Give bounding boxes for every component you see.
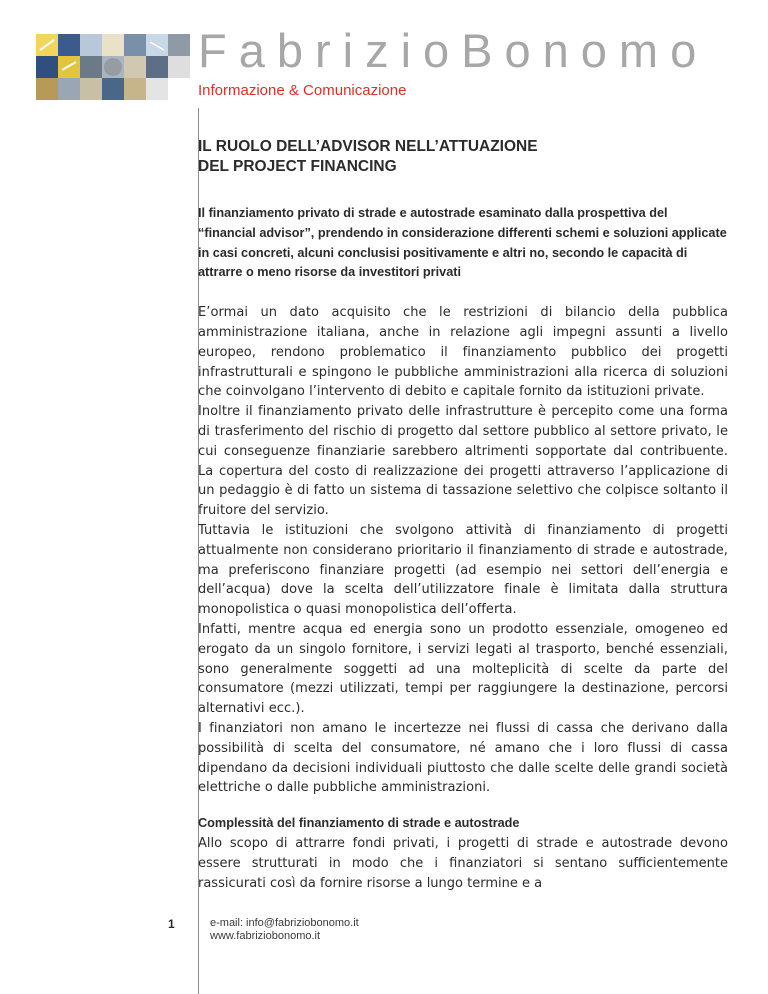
article-body [198, 303, 728, 798]
page-number: 1 [168, 917, 175, 931]
brand-tagline: Informazione & Comunicazione [198, 82, 407, 99]
section-heading: Complessità del finanziamento di strade e autostrade [198, 816, 520, 831]
article-lead: Il finanziamento privato di strade e autostrade esaminato dalla prospettiva del “financial advisor”, prendendo in considerazione differenti schemi e soluzioni applicate in casi concreti, alcuni conclusisi positivamente e altri no, secondo le capacità di attrarre o meno risorse da investitori privati [198, 206, 727, 280]
section-paragraph: Allo scopo di attrarre fondi privati, i progetti di strade e autostrade devono essere strutturati in modo che i finanziatori si sentano sufficientemente rassicurati così da fornire risorse a lungo termine e a [198, 835, 728, 891]
article-title-line: IL RUOLO DELL’ADVISOR NELL’ATTUAZIONE [198, 138, 538, 155]
body-paragraph: I finanziatori non amano le incertezze nei flussi di cassa che derivano dalla possibilità di scelta del consumatore, né amano che i loro flussi di cassa dipendano da decisioni individuali piuttosto che dalle scelte delle grandi società elettriche o dalle pubbliche amministrazioni. [198, 720, 728, 796]
body-paragraph: Infatti, mentre acqua ed energia sono un prodotto essenziale, omogeneo ed erogato da un singolo fornitore, i servizi legati al trasporto, benché essenziali, sono generalmente soggetti ad una molteplicità di scelte da parte del consumatore (mezzi utilizzati, tempi per raggiungere la destinazione, percorsi alternativi ecc.). [198, 621, 728, 717]
article-title [198, 137, 728, 177]
website-link[interactable]: www.fabriziobonomo.it [210, 930, 321, 942]
article-title-line: DEL PROJECT FINANCING [198, 158, 397, 175]
email-link[interactable]: e-mail: info@fabriziobonomo.it [210, 917, 359, 929]
logo-mosaic-image [36, 34, 190, 100]
body-paragraph: E’ormai un dato acquisito che le restrizioni di bilancio della pubblica amministrazione italiana, anche in relazione agli impegni assunti a livello europeo, rendono problematico il finanziamento pubblico dei progetti infrastrutturali e spingono le pubbliche amministrazioni alla ricerca di soluzioni che coinvolgano l’intervento di debito e capitale fornito da istituzioni private. [198, 305, 728, 400]
body-paragraph: Inoltre il finanziamento privato delle infrastrutture è percepito come una forma di trasferimento del rischio di progetto dal settore pubblico al settore privato, le cui conseguenze finanziarie sarebbero altrimenti sopportate dal contribuente. La copertura del costo di realizzazione dei progetti attraverso l’applicazione di un pedaggio è di fatto un sistema di tassazione selettivo che colpisce soltanto il fruitore del servizio. [198, 404, 728, 519]
brand-name: FabrizioBonomo [198, 24, 709, 77]
article [198, 137, 728, 893]
footer-contacts [210, 917, 359, 943]
body-paragraph: Tuttavia le istituzioni che svolgono attività di finanziamento di progetti attualmente non considerano prioritario il finanziamento di strade e autostrade, ma preferiscono finanziare progetti (ad esempio nei settori dell’energia e dell’acqua) dove la scelta dell’utilizzatore finale è limitata dalla struttura monopolistica o quasi monopolistica dell’offerta. [198, 522, 728, 618]
